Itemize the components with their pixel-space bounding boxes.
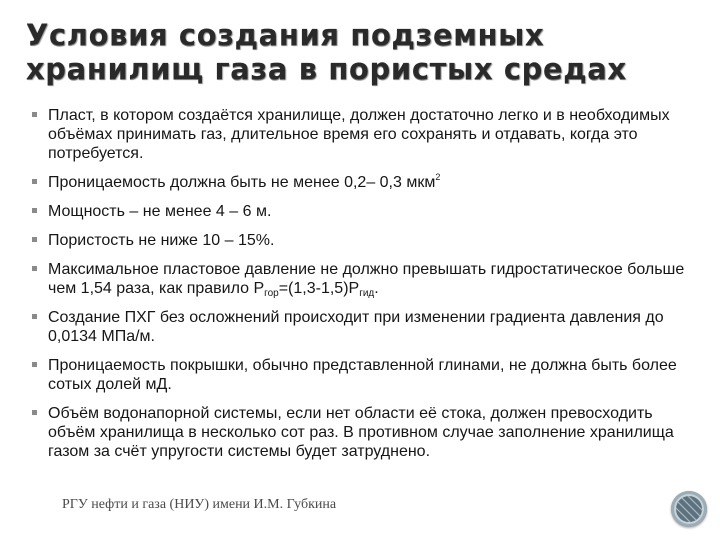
list-item-text: Создание ПХГ без осложнений происходит при изменении градиента давления до 0,0134 МПа/м. (48, 309, 664, 345)
list-item-text: Объём водонапорной системы, если нет области её стока, должен превосходить объём хранилища в несколько сот раз. В противном случае заполнение хранилища газом за счёт упругости системы будет затруднено. (48, 405, 674, 460)
list-item-text: Проницаемость должна быть не менее 0,2– 0,3 мкм (48, 174, 436, 191)
bullet-square-icon (32, 266, 37, 271)
slide-content (32, 106, 702, 461)
slide-title-line-1: Условия создания подземных (26, 18, 545, 52)
list-item-text: Максимальное пластовое давление не должно превышать гидростатическое больше чем 1,54 раза, как правило P (48, 261, 685, 297)
slide-title (26, 18, 706, 86)
list-item (32, 356, 702, 394)
list-item-text: =(1,3-1,5)P (278, 280, 360, 297)
list-item (32, 308, 702, 346)
hatched-circle-icon (671, 491, 707, 527)
subscript: гид (359, 288, 375, 299)
nav-circle-button[interactable] (671, 491, 707, 527)
bullet-square-icon (32, 237, 37, 242)
list-item (32, 173, 702, 192)
bullet-square-icon (32, 362, 37, 367)
list-item-text: . (374, 280, 379, 297)
list-item (32, 231, 702, 250)
subscript: гор (264, 288, 279, 299)
list-item (32, 202, 702, 221)
bullet-square-icon (32, 314, 37, 319)
superscript: 2 (435, 172, 441, 182)
list-item (32, 404, 702, 461)
bullet-square-icon (32, 410, 37, 415)
bullet-square-icon (32, 208, 37, 213)
slide-title-line-2: хранилищ газа в пористых средах (26, 52, 627, 86)
bullet-square-icon (32, 112, 37, 117)
list-item-text: Проницаемость покрышки, обычно представленной глинами, не должна быть более сотых долей мД. (48, 357, 677, 393)
list-item-text: Пористость не ниже 10 – 15%. (48, 232, 275, 249)
bullet-square-icon (32, 179, 37, 184)
list-item (32, 260, 702, 298)
list-item-text: Пласт, в котором создаётся хранилище, должен достаточно легко и в необходимых объёмах принимать газ, длительное время его сохранять и отдавать, когда это потребуется. (48, 107, 670, 162)
list-item (32, 106, 702, 163)
list-item-text: Мощность – не менее 4 – 6 м. (48, 203, 272, 220)
bullet-list (32, 106, 702, 461)
footer-text: РГУ нефти и газа (НИУ) имени И.М. Губкина (62, 497, 337, 512)
